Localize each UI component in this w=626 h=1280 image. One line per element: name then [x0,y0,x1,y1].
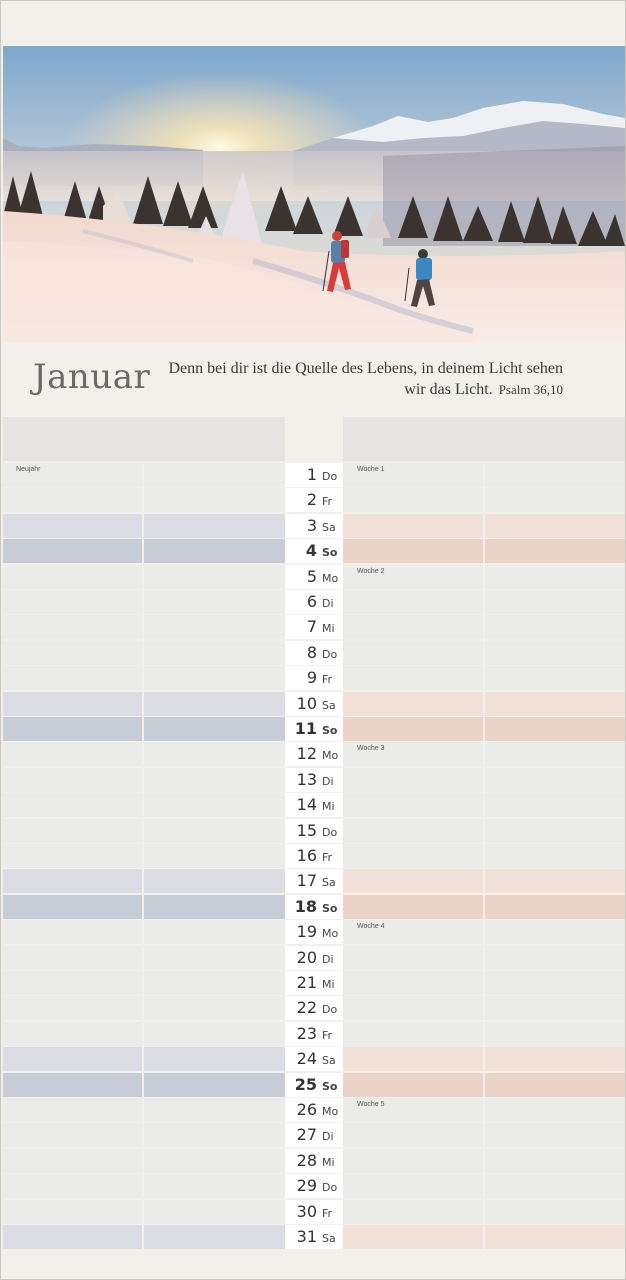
day-row [1,590,626,614]
day-row [1,971,626,995]
day-label [285,1225,343,1249]
day-row [1,1225,626,1249]
day-row [1,666,626,690]
note-cell[interactable] [144,539,285,563]
day-label [285,590,343,614]
day-row [1,717,626,741]
note-cell[interactable] [343,514,483,538]
notes-header-right [343,417,625,461]
day-label [285,920,343,944]
note-cell[interactable] [485,1149,625,1173]
day-label [285,1200,343,1224]
day-number: 7 [306,617,317,636]
note-cell[interactable] [485,1123,625,1147]
day-row [1,565,626,589]
note-cell[interactable] [144,1073,285,1097]
note-cell[interactable] [144,819,285,843]
note-cell[interactable] [3,565,142,589]
note-cell[interactable] [485,844,625,868]
weekday-name: Di [322,597,334,610]
weekday-name: Mi [322,978,335,991]
note-cell[interactable] [144,920,285,944]
note-cell[interactable] [343,1200,483,1224]
note-cell[interactable] [485,768,625,792]
verse-reference: Psalm 36,10 [498,382,563,397]
note-cell[interactable] [485,869,625,893]
weekday-name: Fr [322,495,333,508]
day-label [285,641,343,665]
day-label [285,514,343,538]
note-cell[interactable] [343,615,483,639]
note-cell[interactable] [144,793,285,817]
day-label [285,1174,343,1198]
note-cell[interactable] [485,1174,625,1198]
week-label: Woche 3 [357,745,385,752]
day-row [1,844,626,868]
day-row [1,1200,626,1224]
note-cell[interactable] [3,1174,142,1198]
weekday-name: So [322,902,338,915]
note-cell[interactable] [144,565,285,589]
note-cell[interactable] [485,1073,625,1097]
note-cell[interactable] [485,590,625,614]
weekday-name: Fr [322,1207,333,1220]
note-cell[interactable] [3,1225,142,1249]
day-row [1,641,626,665]
day-number: 20 [296,948,317,967]
note-cell[interactable] [485,463,625,487]
day-number: 23 [296,1024,317,1043]
day-row [1,1047,626,1071]
day-row [1,1174,626,1198]
note-cell[interactable] [485,488,625,512]
note-cell[interactable] [343,717,483,741]
note-cell[interactable] [343,1225,483,1249]
day-row [1,539,626,563]
day-row [1,742,626,766]
note-cell[interactable] [485,717,625,741]
note-cell[interactable] [485,692,625,716]
day-number: 31 [296,1227,317,1246]
day-label [285,895,343,919]
note-cell[interactable] [3,692,142,716]
day-row [1,1073,626,1097]
day-number: 11 [294,719,317,738]
day-number: 10 [296,694,317,713]
note-cell[interactable] [144,1174,285,1198]
note-cell[interactable] [3,1123,142,1147]
note-cell[interactable] [343,996,483,1020]
day-row [1,895,626,919]
day-label [285,717,343,741]
day-label [285,996,343,1020]
weekday-name: Fr [322,851,333,864]
weekday-name: So [322,724,338,737]
note-cell[interactable] [3,946,142,970]
note-cell[interactable] [144,666,285,690]
note-cell[interactable] [144,590,285,614]
weekday-name: Do [322,1003,338,1016]
note-cell[interactable] [485,1098,625,1122]
day-number: 2 [306,490,317,509]
note-cell[interactable] [343,793,483,817]
day-number: 17 [296,871,317,890]
holiday-label: Neujahr [16,466,41,473]
note-cell[interactable] [3,1073,142,1097]
note-cell[interactable] [343,1149,483,1173]
day-row [1,920,626,944]
day-number: 25 [294,1075,317,1094]
note-cell[interactable] [485,946,625,970]
note-cell[interactable] [485,565,625,589]
note-cell[interactable] [144,717,285,741]
day-label [285,946,343,970]
day-number: 28 [296,1151,317,1170]
day-row [1,768,626,792]
day-number: 9 [306,668,317,687]
note-cell[interactable] [343,768,483,792]
note-cell[interactable] [343,1022,483,1046]
day-number: 27 [296,1125,317,1144]
note-cell[interactable] [144,1047,285,1071]
day-number: 22 [296,998,317,1017]
day-label [285,1073,343,1097]
day-label [285,742,343,766]
note-cell[interactable] [3,1149,142,1173]
note-cell[interactable] [3,666,142,690]
note-cell[interactable] [343,641,483,665]
note-cell[interactable] [3,793,142,817]
day-row [1,488,626,512]
day-label [285,793,343,817]
note-cell[interactable] [343,1047,483,1071]
weekday-name: Di [322,1130,334,1143]
day-row [1,946,626,970]
day-number: 15 [296,821,317,840]
month-title: Januar [33,357,151,397]
note-cell[interactable] [343,895,483,919]
note-cell[interactable] [3,869,142,893]
weekday-name: Mi [322,622,335,635]
weekday-name: So [322,1080,338,1093]
day-label [285,1022,343,1046]
note-cell[interactable] [343,971,483,995]
note-cell[interactable] [343,869,483,893]
weekday-name: Mi [322,800,335,813]
note-cell[interactable] [144,641,285,665]
day-label [285,1149,343,1173]
note-cell[interactable] [144,488,285,512]
note-cell[interactable] [144,1022,285,1046]
note-cell[interactable] [3,895,142,919]
weekday-name: Do [322,826,338,839]
note-cell[interactable] [144,1149,285,1173]
day-number: 26 [296,1100,317,1119]
note-cell[interactable] [485,819,625,843]
note-cell[interactable] [485,895,625,919]
weekday-name: Do [322,1181,338,1194]
week-label: Woche 5 [357,1101,385,1108]
note-cell[interactable] [3,971,142,995]
day-number: 3 [306,516,317,535]
weekday-name: Fr [322,673,333,686]
note-cell[interactable] [144,463,285,487]
day-number: 18 [294,897,317,916]
note-cell[interactable] [144,615,285,639]
day-label [285,539,343,563]
week-label: Woche 4 [357,923,385,930]
weekday-name: Mo [322,572,339,585]
note-cell[interactable] [485,1022,625,1046]
note-cell[interactable] [485,615,625,639]
day-number: 30 [296,1202,317,1221]
note-cell[interactable] [343,692,483,716]
note-cell[interactable] [343,819,483,843]
day-row [1,615,626,639]
note-cell[interactable] [343,488,483,512]
day-number: 8 [306,643,317,662]
note-cell[interactable] [144,869,285,893]
day-number: 12 [296,744,317,763]
notes-header-left [3,417,285,461]
day-label [285,819,343,843]
note-cell[interactable] [144,768,285,792]
note-cell[interactable] [3,488,142,512]
day-label [285,565,343,589]
weekday-name: Di [322,953,334,966]
note-cell[interactable] [144,1098,285,1122]
note-cell[interactable] [343,1174,483,1198]
day-number: 24 [296,1049,317,1068]
note-cell[interactable] [144,742,285,766]
note-cell[interactable] [3,742,142,766]
note-cell[interactable] [343,666,483,690]
weekday-name: Sa [322,521,336,534]
note-cell[interactable] [3,717,142,741]
note-cell[interactable] [485,514,625,538]
day-number: 5 [306,567,317,586]
note-cell[interactable] [485,996,625,1020]
winter-landscape-photo [3,46,625,342]
weekday-name: Sa [322,876,336,889]
day-row [1,463,626,487]
day-row [1,869,626,893]
note-cell[interactable] [144,844,285,868]
weekday-name: Do [322,470,338,483]
note-cell[interactable] [343,590,483,614]
note-cell[interactable] [343,1123,483,1147]
week-label: Woche 1 [357,466,385,473]
day-label [285,869,343,893]
day-number: 6 [306,592,317,611]
bible-verse [163,358,563,400]
day-label [285,768,343,792]
note-cell[interactable] [485,1200,625,1224]
day-number: 4 [305,541,317,560]
note-cell[interactable] [3,1200,142,1224]
note-cell[interactable] [3,1022,142,1046]
weekday-name: So [322,546,338,559]
day-number: 16 [296,846,317,865]
day-row [1,1098,626,1122]
weekday-name: Sa [322,699,336,712]
note-cell[interactable] [144,996,285,1020]
note-cell[interactable] [144,895,285,919]
day-row [1,996,626,1020]
note-cell[interactable] [3,1098,142,1122]
note-cell[interactable] [485,1047,625,1071]
day-number: 19 [296,922,317,941]
day-label [285,844,343,868]
note-cell[interactable] [343,946,483,970]
note-cell[interactable] [343,539,483,563]
weekday-name: Mo [322,749,339,762]
note-cell[interactable] [3,920,142,944]
note-cell[interactable] [485,641,625,665]
day-row [1,514,626,538]
weekday-name: Mi [322,1156,335,1169]
day-label [285,1098,343,1122]
weekday-name: Mo [322,1105,339,1118]
note-cell[interactable] [144,1225,285,1249]
day-row [1,1149,626,1173]
day-label [285,463,343,487]
note-cell[interactable] [144,514,285,538]
day-label [285,666,343,690]
day-label [285,1123,343,1147]
day-number: 13 [296,770,317,789]
note-cell[interactable] [144,971,285,995]
note-cell[interactable] [3,514,142,538]
note-cell[interactable] [3,641,142,665]
day-label [285,488,343,512]
note-cell[interactable] [144,692,285,716]
weekday-name: Sa [322,1054,336,1067]
note-cell[interactable] [3,819,142,843]
weekday-name: Di [322,775,334,788]
note-cell[interactable] [3,1047,142,1071]
weekday-name: Do [322,648,338,661]
verse-text: Denn bei dir ist die Quelle des Lebens, in deinem Licht sehen wir das Licht. [168,360,563,398]
weekday-name: Sa [322,1232,336,1245]
note-cell[interactable] [144,1200,285,1224]
weekday-name: Fr [322,1029,333,1042]
day-label [285,692,343,716]
day-row [1,819,626,843]
day-number: 1 [306,465,317,484]
day-row [1,793,626,817]
note-cell[interactable] [3,768,142,792]
week-label: Woche 2 [357,568,385,575]
note-cell[interactable] [485,920,625,944]
day-label [285,1047,343,1071]
note-cell[interactable] [343,1073,483,1097]
note-cell[interactable] [485,971,625,995]
note-cell[interactable] [3,590,142,614]
note-cell[interactable] [485,742,625,766]
day-label [285,971,343,995]
day-number: 21 [296,973,317,992]
note-cell[interactable] [485,666,625,690]
note-cell[interactable] [485,539,625,563]
note-cell[interactable] [3,844,142,868]
note-cell[interactable] [3,615,142,639]
note-cell[interactable] [144,1123,285,1147]
day-row [1,692,626,716]
day-number: 14 [296,795,317,814]
note-cell[interactable] [343,844,483,868]
day-row [1,1123,626,1147]
note-cell[interactable] [3,996,142,1020]
weekday-name: Mo [322,927,339,940]
day-label [285,615,343,639]
note-cell[interactable] [144,946,285,970]
note-cell[interactable] [3,539,142,563]
day-row [1,1022,626,1046]
note-cell[interactable] [485,793,625,817]
day-number: 29 [296,1176,317,1195]
note-cell[interactable] [485,1225,625,1249]
